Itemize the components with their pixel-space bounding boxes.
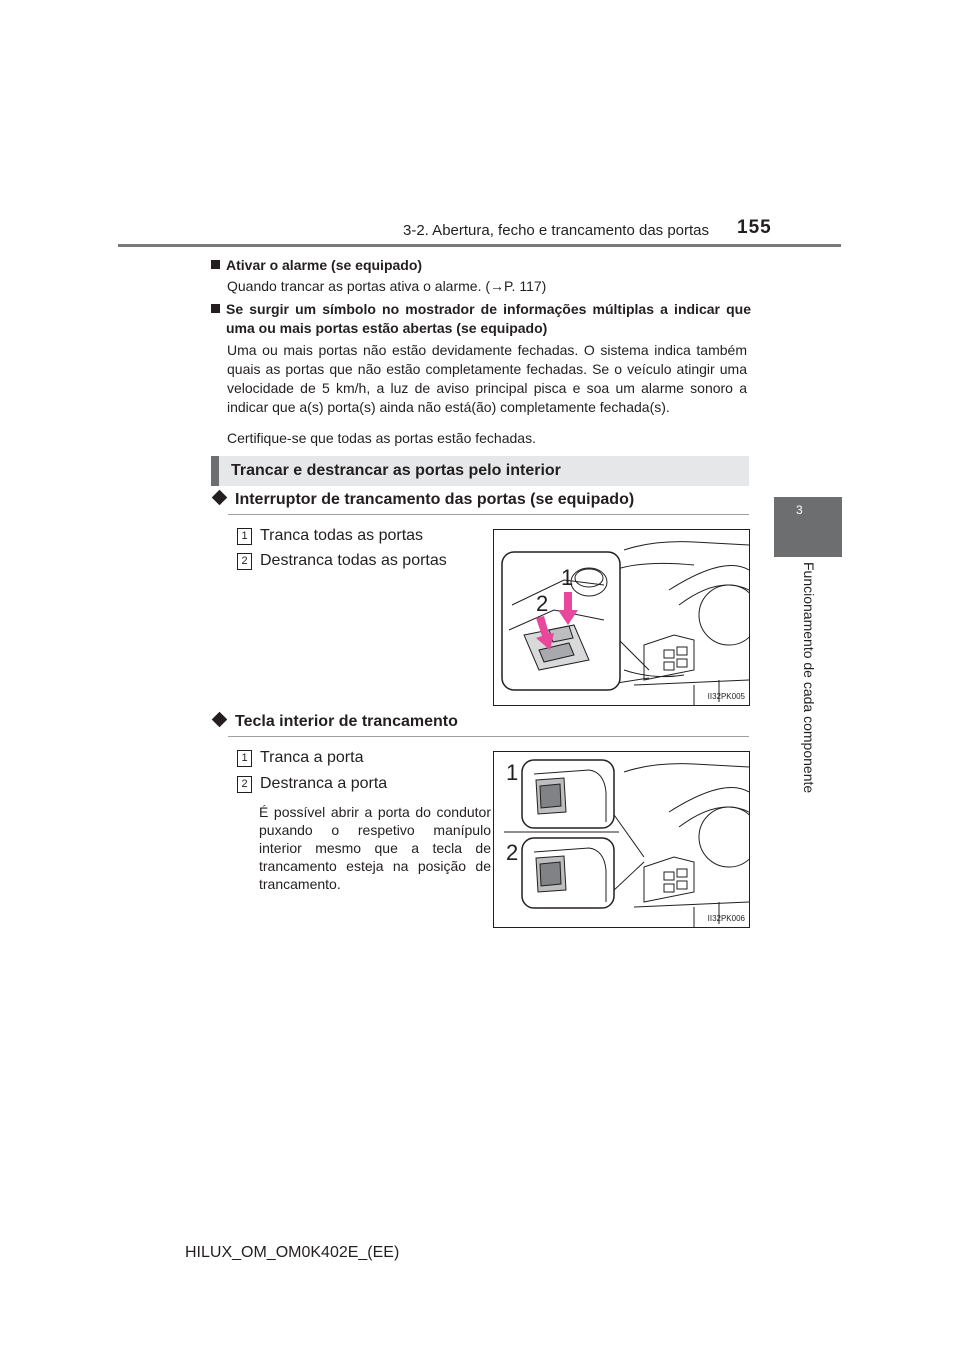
document-code-footer: HILUX_OM_OM0K402E_(EE) — [185, 1244, 400, 1261]
figure-code: II32PK006 — [707, 914, 745, 923]
list-item — [237, 527, 423, 545]
header-divider — [118, 244, 841, 247]
section-header: 3-2. Abertura, fecho e trancamento das portas — [403, 222, 710, 239]
section-title-bar — [211, 456, 749, 486]
figure-door-lock-switch — [493, 529, 750, 706]
subsection-rule — [228, 736, 749, 737]
figure-lock-button — [493, 751, 750, 928]
section-title: Trancar e destrancar as portas pelo interior — [231, 462, 561, 479]
number-badge: 2 — [237, 553, 252, 570]
number-badge: 1 — [237, 750, 252, 767]
note-text: É possível abrir a porta do condutor puxando o respetivo manípulo interior mesmo que a tecla de trancamento esteja na posição de trancamento. — [259, 804, 491, 892]
bullet-square-icon — [211, 260, 220, 269]
number-badge: 2 — [237, 776, 252, 793]
chapter-number: 3 — [796, 503, 803, 517]
list-item — [237, 749, 363, 767]
bullet-text-alarm: Quando trancar as portas ativa o alarme. (→P. 117) — [227, 278, 547, 294]
svg-text:1: 1 — [561, 565, 574, 590]
door-lock-switch-illustration — [494, 530, 749, 705]
list-item-label: Destranca a porta — [260, 775, 388, 792]
bullet-text-door-symbol: Uma ou mais portas não estão devidamente fechadas. O sistema indica também quais as portas que não estão completamente fechadas. Se o veículo atingir uma velocidade de 5 km/h, a luz de aviso principal pisca e soa um alarme sonoro a indicar que a(s) porta(s) ainda não está(ão) completamente fechada(s). — [227, 342, 747, 415]
number-badge: 1 — [237, 528, 252, 545]
lock-button-illustration — [494, 752, 749, 927]
bullet-title-door-symbol — [211, 300, 751, 338]
list-item — [237, 775, 387, 793]
subsection-title-text: Tecla interior de trancamento — [235, 713, 458, 730]
svg-text:2: 2 — [506, 840, 519, 865]
list-item-label: Destranca todas as portas — [260, 552, 447, 569]
bullet-text-check-doors: Certifique-se que todas as portas estão fechadas. — [227, 430, 536, 446]
svg-text:2: 2 — [536, 591, 549, 616]
subsection-title-text: Interruptor de trancamento das portas (se equipado) — [235, 491, 635, 508]
subsection-rule — [228, 514, 749, 515]
page-number: 155 — [737, 217, 772, 238]
bullet-title-alarm — [211, 256, 751, 275]
bullet-square-icon — [211, 304, 220, 313]
chapter-tab — [774, 497, 842, 557]
list-item-label: Tranca a porta — [260, 749, 364, 766]
figure-code: II32PK005 — [707, 692, 745, 701]
diamond-icon — [212, 712, 228, 728]
list-item — [237, 552, 447, 570]
subsection-title-lock-button — [211, 713, 458, 731]
bullet-title-text: Se surgir um símbolo no mostrador de informações múltiplas a indicar que uma ou mais portas estão abertas (se equipado) — [226, 301, 751, 336]
chapter-label: Funcionamento de cada componente — [801, 562, 817, 794]
bullet-title-text: Ativar o alarme (se equipado) — [226, 257, 423, 273]
diamond-icon — [212, 490, 228, 506]
svg-text:1: 1 — [506, 760, 519, 785]
list-item-label: Tranca todas as portas — [260, 527, 424, 544]
subsection-title-lock-switch — [211, 491, 634, 509]
